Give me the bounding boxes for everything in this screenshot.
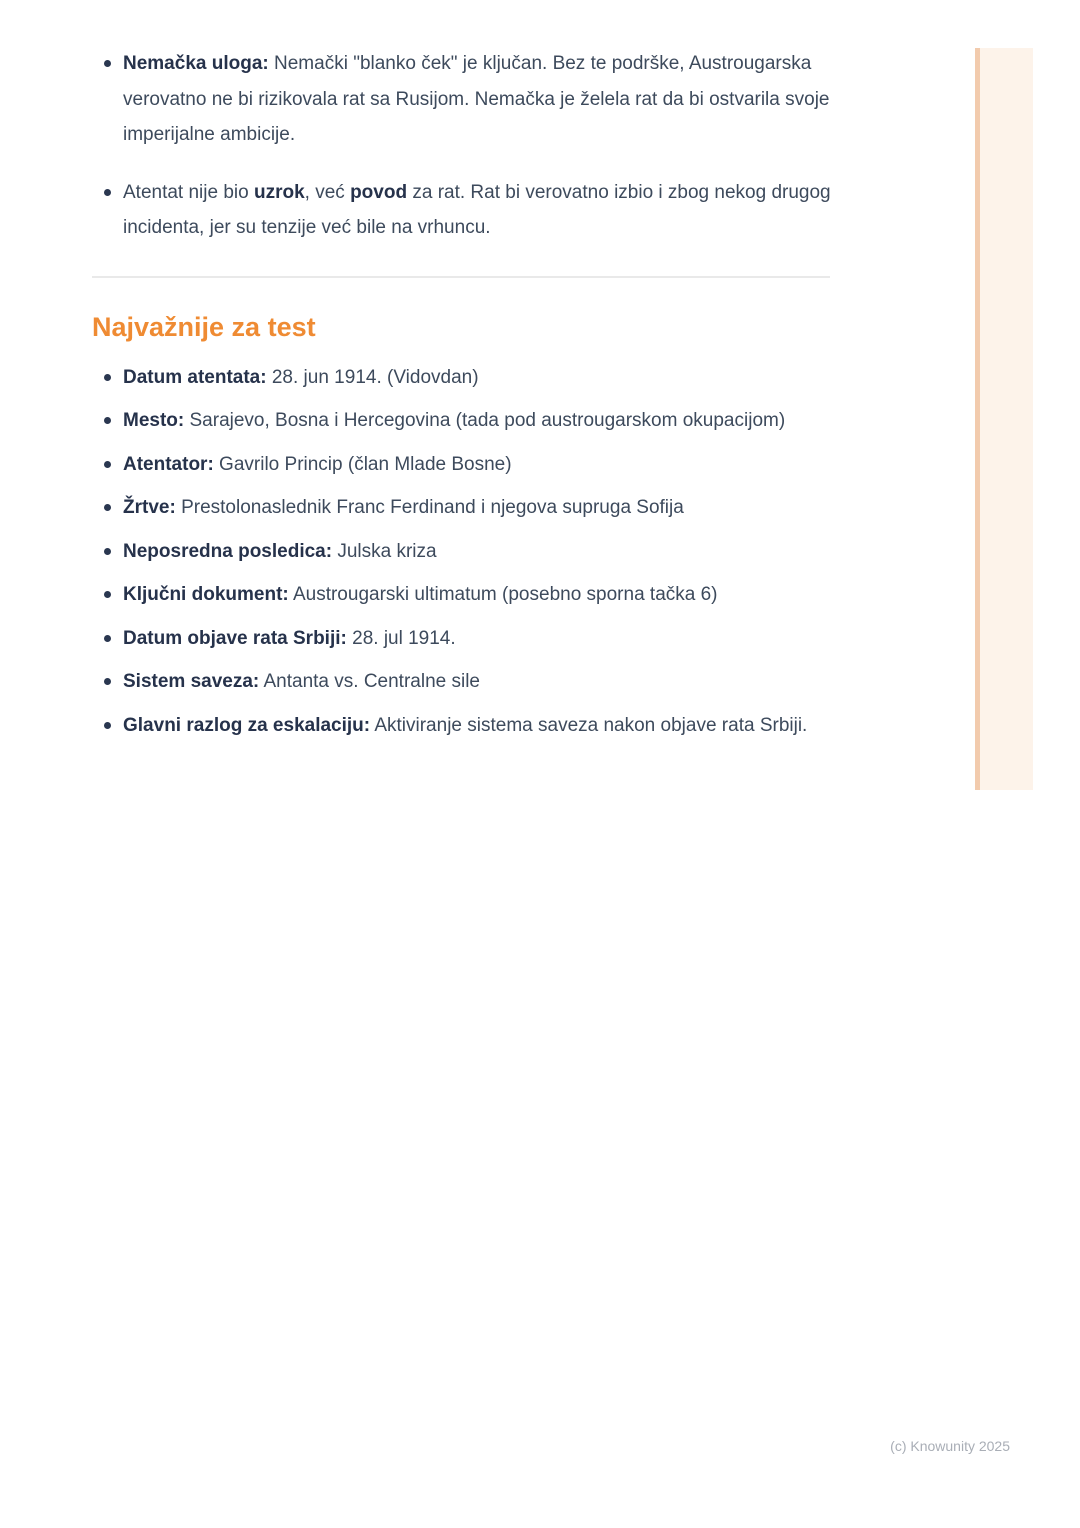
copyright-footer: (c) Knowunity 2025: [890, 1438, 1010, 1454]
document-content: [92, 44, 832, 759]
list-item: Atentator: Gavrilo Princip (član Mlade Bosne): [92, 455, 832, 476]
list-item: Atentat nije bio uzrok, već povod za rat. Rat bi verovatno izbio i zbog nekog drugog incidenta, jer su tenzije već bile na vrhuncu.: [92, 175, 832, 246]
section-heading: Najvažnije za test: [92, 311, 316, 342]
key-facts-list: [92, 368, 832, 737]
page-accent-stripe: [975, 48, 1033, 790]
intro-bullet-list: [92, 46, 832, 246]
list-item: Mesto: Sarajevo, Bosna i Hercegovina (tada pod austrougarskom okupacijom): [92, 411, 832, 432]
list-item: Žrtve: Prestolonaslednik Franc Ferdinand i njegova supruga Sofija: [92, 498, 832, 519]
list-item: Glavni razlog za eskalaciju: Aktiviranje sistema saveza nakon objave rata Srbiji.: [92, 716, 832, 737]
list-item: Datum objave rata Srbiji: 28. jul 1914.: [92, 629, 832, 650]
list-item: Neposredna posledica: Julska kriza: [92, 542, 832, 563]
list-item: Nemačka uloga: Nemački "blanko ček" je ključan. Bez te podrške, Austrougarska verovatno ne bi rizikovala rat sa Rusijom. Nemačka je želela rat da bi ostvarila svoje imperijalne ambicije.: [92, 46, 832, 153]
list-item: Ključni dokument: Austrougarski ultimatum (posebno sporna tačka 6): [92, 585, 832, 606]
list-item: Sistem saveza: Antanta vs. Centralne sile: [92, 672, 832, 693]
list-item: Datum atentata: 28. jun 1914. (Vidovdan): [92, 368, 832, 389]
section-divider: [92, 276, 830, 278]
